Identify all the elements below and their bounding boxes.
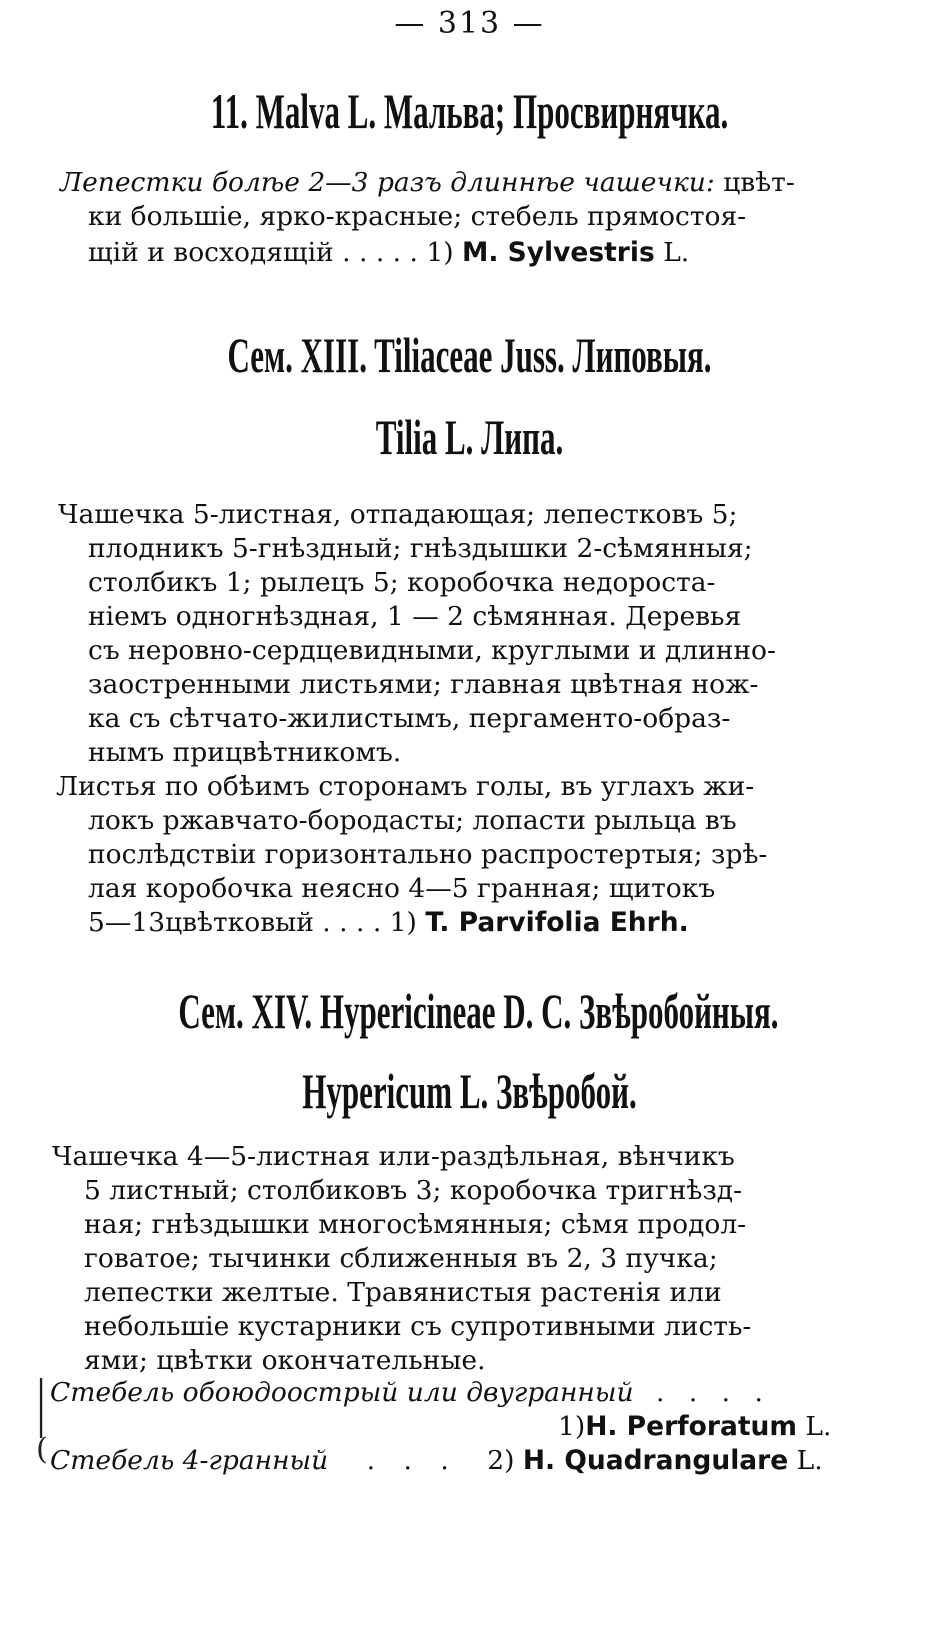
species-m-sylvestris: M. Sylvestris xyxy=(462,237,655,268)
malva-key-line-2: ки большіе, ярко-красные; стебель прямостоя- xyxy=(88,201,747,232)
species-h-quadrangulare: H. Quadrangulare xyxy=(522,1445,789,1476)
hypericum-key-2-text: Стебель 4-гранный xyxy=(50,1445,329,1476)
tilia-key-line: локъ ржавчато-бородасты; лопасти рыльца въ xyxy=(88,805,737,836)
family-heading-tiliaceae: Сем. XIII. Tiliaceae Juss. Липовыя. xyxy=(227,327,712,383)
tilia-desc-line: плодникъ 5-гнѣздный; гнѣздышки 2-сѣмянныя; xyxy=(88,533,753,564)
species-author: L. xyxy=(805,1411,832,1442)
leader-dots: . . . . xyxy=(655,1377,771,1408)
hypericum-desc-line: ями; цвѣтки окончательные. xyxy=(84,1345,486,1376)
page-number: — 313 — xyxy=(394,6,545,41)
species-author: L. xyxy=(796,1445,823,1476)
brace-mark: ( xyxy=(36,1432,48,1467)
species-t-parvifolia: T. Parvifolia Ehrh. xyxy=(425,907,689,938)
tilia-key-text: 5—13цвѣтковый . . . . 1) xyxy=(88,907,417,938)
tilia-key-line: лая коробочка неясно 4—5 гранная; щитокъ xyxy=(88,873,716,904)
hypericum-desc-line: небольшіе кустарники съ супротивными листь- xyxy=(84,1311,752,1342)
hypericum-key-1-text: Стебель обоюдоострый или двугранный xyxy=(50,1377,634,1408)
malva-key-italic: Лепестки болѣе 2—3 разъ длиннѣе чашечки: xyxy=(60,167,715,198)
tilia-key-line-last xyxy=(88,906,689,940)
hypericum-desc-line: Чашечка 4—5-листная или-раздѣльная, вѣнчикъ xyxy=(52,1141,735,1172)
key-number: 2) xyxy=(487,1445,515,1476)
tilia-desc-line: нымъ прицвѣтникомъ. xyxy=(88,737,402,768)
species-author: L. xyxy=(663,237,690,268)
tilia-key-line: послѣдствіи горизонтально распростертыя; зрѣ- xyxy=(88,839,768,870)
tilia-key-line: Листья по обѣимъ сторонамъ голы, въ углахъ жи- xyxy=(56,771,755,802)
tilia-desc-line: заостренными листьями; главная цвѣтная нож- xyxy=(88,669,759,700)
genus-heading-malva: 11. Malva L. Мальва; Просвирнячка. xyxy=(210,83,729,139)
brace-mark: | xyxy=(36,1374,47,1409)
tilia-desc-line: ка съ сѣтчато-жилистымъ, пергаменто-образ- xyxy=(88,703,731,734)
leader-dots: . . . xyxy=(366,1445,459,1476)
tilia-desc-line: столбикъ 1; рылецъ 5; коробочка недороста- xyxy=(88,567,716,598)
tilia-desc-line: съ неровно-сердцевидными, круглыми и длинно- xyxy=(88,635,776,666)
key-number: 1) xyxy=(558,1411,586,1442)
hypericum-key-2 xyxy=(50,1444,823,1478)
hypericum-desc-line: 5 листный; столбиковъ 3; коробочка тригнѣзд- xyxy=(84,1175,743,1206)
hypericum-desc-line: лепестки желтые. Травянистыя растенія или xyxy=(84,1277,722,1308)
genus-heading-hypericum: Hypericum L. Звѣробой. xyxy=(302,1063,637,1119)
hypericum-desc-line: говатое; тычинки сближенныя въ 2, 3 пучка; xyxy=(84,1243,718,1274)
tilia-desc-line: ніемъ одногнѣздная, 1 — 2 сѣмянная. Деревья xyxy=(88,601,742,632)
hypericum-key-1 xyxy=(50,1376,771,1410)
hypericum-desc-line: ная; гнѣздышки многосѣмянныя; сѣмя продол- xyxy=(84,1209,747,1240)
malva-key-rest: цвѣт- xyxy=(723,167,795,198)
species-h-perforatum: H. Perforatum xyxy=(585,1411,797,1442)
hypericum-key-1-species-line xyxy=(558,1410,831,1444)
malva-key-text: щій и восходящій . . . . . 1) xyxy=(88,237,454,268)
malva-key-line-3 xyxy=(88,236,689,270)
brace-mark: | xyxy=(36,1404,47,1439)
family-heading-hypericineae: Сем. XIV. Hypericineae D. C. Звѣробойныя. xyxy=(178,983,779,1039)
malva-key-line-1 xyxy=(60,166,795,200)
tilia-desc-line: Чашечка 5-листная, отпадающая; лепестковъ 5; xyxy=(58,499,738,530)
genus-heading-tilia: Tilia L. Липа. xyxy=(375,409,564,465)
